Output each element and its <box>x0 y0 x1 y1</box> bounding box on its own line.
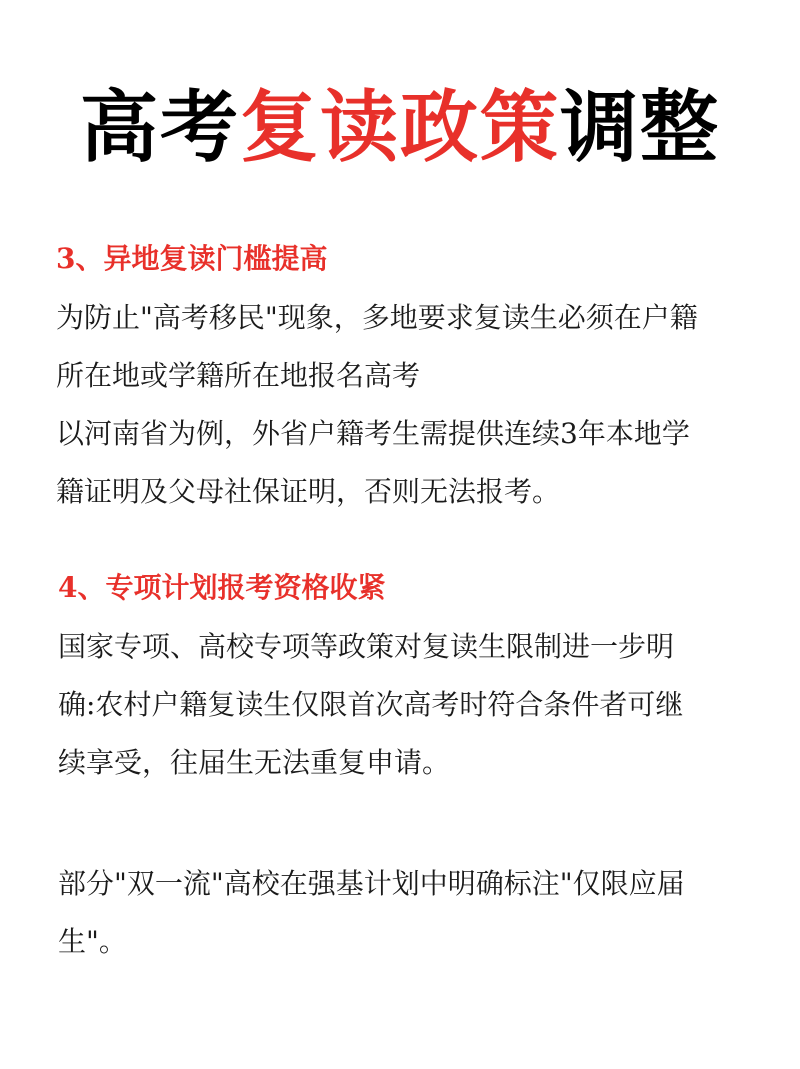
section-4-line-1: 国家专项、高校专项等政策对复读生限制进一步明 <box>58 630 675 663</box>
extra-note <box>56 855 756 971</box>
section-3-line-1: 为防止"高考移民"现象，多地要求复读生必须在户籍 <box>56 301 698 334</box>
section-3-line-2: 所在地或学籍所在地报名高考 <box>56 359 421 392</box>
extra-note-line-2: 生"。 <box>58 925 127 958</box>
page-title <box>0 78 800 178</box>
section-4-line-3: 续享受，往届生无法重复申请。 <box>58 746 451 779</box>
title-part-1: 高考 <box>79 83 240 173</box>
section-3-line-4: 籍证明及父母社保证明，否则无法报考。 <box>56 475 561 508</box>
title-part-2-highlight: 复读政策 <box>239 83 560 173</box>
title-part-3: 调整 <box>560 83 721 173</box>
section-4 <box>56 570 756 792</box>
section-4-heading: 4、专项计划报考资格收紧 <box>58 571 386 604</box>
section-3 <box>56 241 756 521</box>
section-3-heading: 3、异地复读门槛提高 <box>56 242 328 275</box>
section-4-line-2: 确:农村户籍复读生仅限首次高考时符合条件者可继 <box>58 688 684 721</box>
extra-note-line-1: 部分"双一流"高校在强基计划中明确标注"仅限应届 <box>58 867 685 900</box>
section-3-line-3: 以河南省为例，外省户籍考生需提供连续3年本地学 <box>56 417 690 450</box>
